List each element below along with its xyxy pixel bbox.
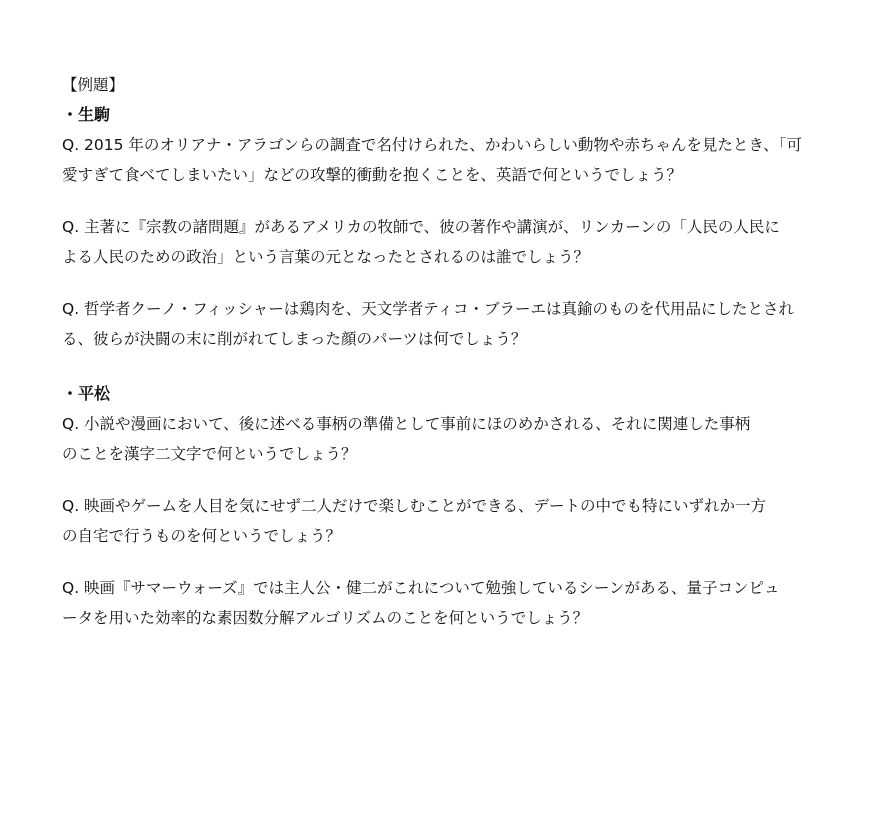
question-line: ータを用いた効率的な素因数分解アルゴリズムのことを何というでしょう？ [62,609,589,627]
question-line: Q. 映画『サマーウォーズ』では主人公・健二がこれについて勉強しているシーンがある、量子コンピュ [62,579,780,597]
spacer [62,469,834,491]
question-item [62,130,834,190]
section-heading: ・平松 [62,384,111,403]
question-line: よる人民のための政治」という言葉の元となったとされるのは誰でしょう？ [62,248,590,266]
question-line: 愛すぎて食べてしまいたい」などの攻撃的衝動を抱くことを、英語で何というでしょう？ [62,166,683,184]
question-line: Q. 2015 年のオリアナ・アラゴンらの調査で名付けられた、かわいらしい動物や赤ちゃんを見たとき、「可 [62,136,803,154]
question-item [62,409,834,469]
question-line: Q. 哲学者クーノ・フィッシャーは鶏肉を、天文学者ティコ・ブラーエは真鍮のものを代用品にしたとされ [62,300,794,318]
question-line: の自宅で行うものを何というでしょう？ [62,527,342,545]
spacer [62,272,834,294]
question-line: Q. 小説や漫画において、後に述べる事柄の準備として事前にほのめかされる、それに関連した事柄 [62,415,751,433]
section-heading: ・生駒 [62,105,111,124]
document-title: 【例題】 [62,76,125,94]
question-item [62,491,834,551]
spacer [62,190,834,212]
question-item [62,294,834,354]
question-line: Q. 映画やゲームを人目を気にせず二人だけで楽しむことができる、デートの中でも特にいずれか一方 [62,497,767,515]
question-line: のことを漢字二文字で何というでしょう？ [62,445,357,463]
document-page [62,70,834,633]
section-hiramatsu [62,379,834,633]
spacer [62,551,834,573]
spacer [62,354,834,379]
question-line: Q. 主著に『宗教の諸問題』があるアメリカの牧師で、彼の著作や講演が、リンカーンの「人民の人民に [62,218,780,236]
section-ikoma [62,100,834,354]
question-item [62,212,834,272]
question-line: る、彼らが決闘の末に削がれてしまった顔のパーツは何でしょう？ [62,330,527,348]
question-item [62,573,834,633]
